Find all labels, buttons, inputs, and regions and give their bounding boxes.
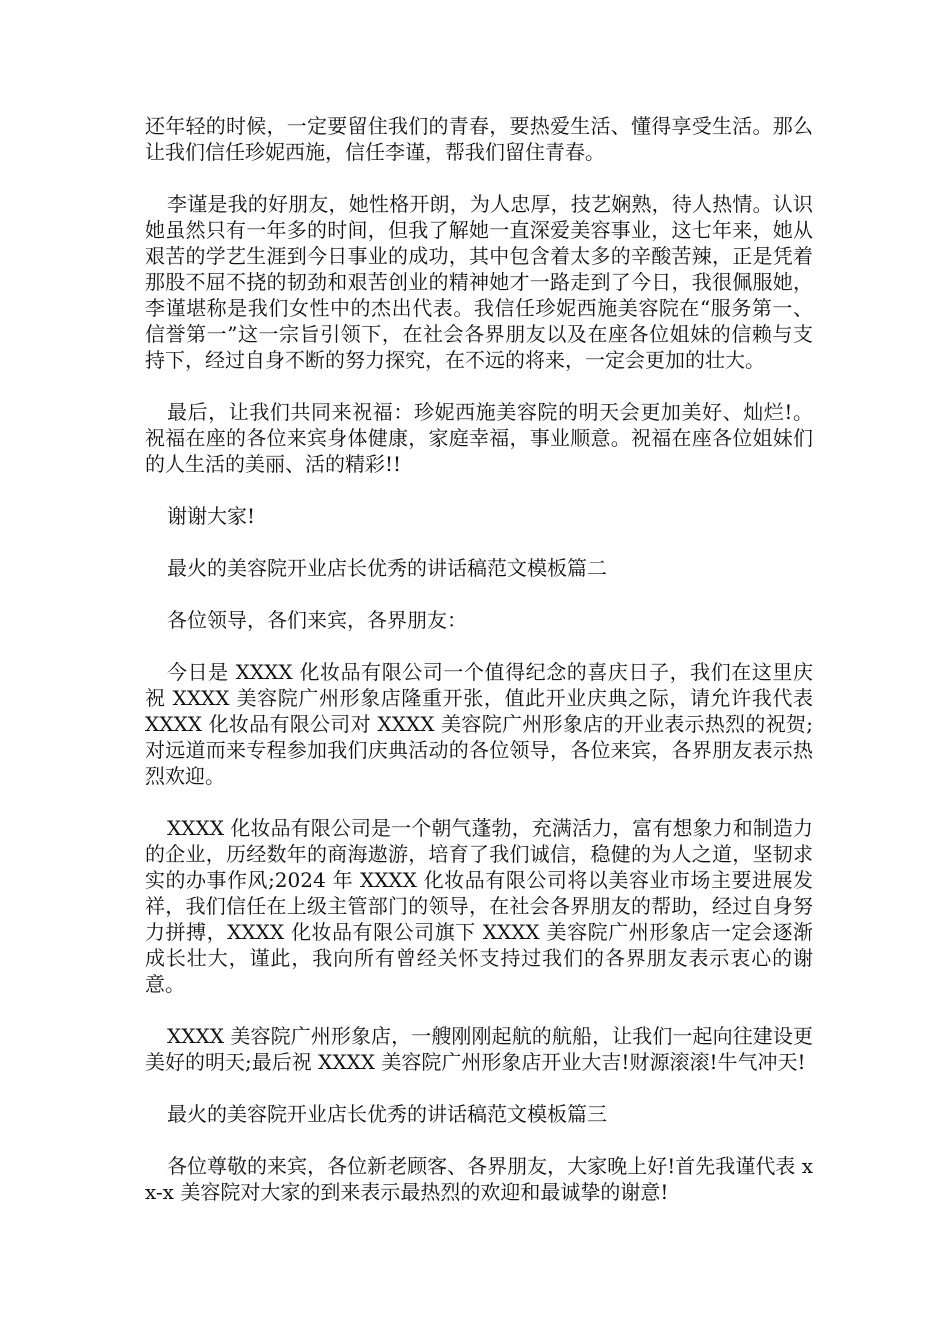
paragraph-company-profile: XXXX 化妆品有限公司是一个朝气蓬勃，充满活力，富有想象力和制造力的企业，历经数年的商海遨游，培育了我们诚信，稳健的为人之道，坚韧求实的办事作风;2024 年 XXXX 化妆品有限公司将以美容业市场主要进展发祥，我们信任在上级主管部门的领导，在社会各界朋友的帮助，经过自身努力拼搏，XXXX 化妆品有限公司旗下 XXXX 美容院广州形象店一定会逐渐成长壮大，谨此，我向所有曾经关怀支持过我们的各界朋友表示衷心的谢意。 [145, 816, 813, 996]
paragraph-thanks: 谢谢大家! [167, 504, 256, 528]
paragraph-opening-celebration: 今日是 XXXX 化妆品有限公司一个值得纪念的喜庆日子，我们在这里庆祝 XXXX 美容院广州形象店隆重开张，值此开业庆典之际，请允许我代表 XXXX 化妆品有限公司对 XXXX 美容院广州形象店的开业表示热烈的祝贺;对远道而来专程参加我们庆典活动的各位领导，各位来宾，各界朋友表示热烈欢迎。 [145, 660, 813, 788]
section-heading-part-three: 最火的美容院开业店长优秀的讲话稿范文模板篇三 [167, 1102, 607, 1126]
paragraph-welcome-guests: 各位尊敬的来宾，各位新老顾客、各界朋友，大家晚上好!首先我谨代表 xx-x 美容院对大家的到来表示最热烈的欢迎和最诚挚的谢意! [145, 1154, 813, 1204]
document-page [145, 113, 813, 1231]
paragraph-closing-wishes: XXXX 美容院广州形象店，一艘刚刚起航的航船，让我们一起向往建设更美好的明天;最后祝 XXXX 美容院广州形象店开业大吉!财源滚滚!牛气冲天! [145, 1024, 813, 1074]
paragraph-about-li-jin: 李谨是我的好朋友，她性格开朗，为人忠厚，技艺娴熟，待人热情。认识她虽然只有一年多的时间，但我了解她一直深爱美容事业，这七年来，她从艰苦的学艺生涯到今日事业的成功，其中包含着太多的辛酸苦辣，正是凭着那股不屈不挠的韧劲和艰苦创业的精神她才一路走到了今日，我很佩服她，李谨堪称是我们女性中的杰出代表。我信任珍妮西施美容院在“服务第一、信誉第一”这一宗旨引领下，在社会各界朋友以及在座各位姐妹的信赖与支持下，经过自身不断的努力探究，在不远的将来，一定会更加的壮大。 [145, 192, 813, 372]
section-heading-part-two: 最火的美容院开业店长优秀的讲话稿范文模板篇二 [167, 556, 607, 580]
paragraph-blessing: 最后，让我们共同来祝福：珍妮西施美容院的明天会更加美好、灿烂!。祝福在座的各位来宾身体健康，家庭幸福，事业顺意。祝福在座各位姐妹们的人生活的美丽、活的精彩!! [145, 400, 813, 476]
paragraph-salutation: 各位领导，各们来宾，各界朋友： [167, 608, 467, 632]
paragraph-intro-continuation: 还年轻的时候，一定要留住我们的青春，要热爱生活、懂得享受生活。那么让我们信任珍妮西施，信任李谨，帮我们留住青春。 [145, 114, 813, 164]
